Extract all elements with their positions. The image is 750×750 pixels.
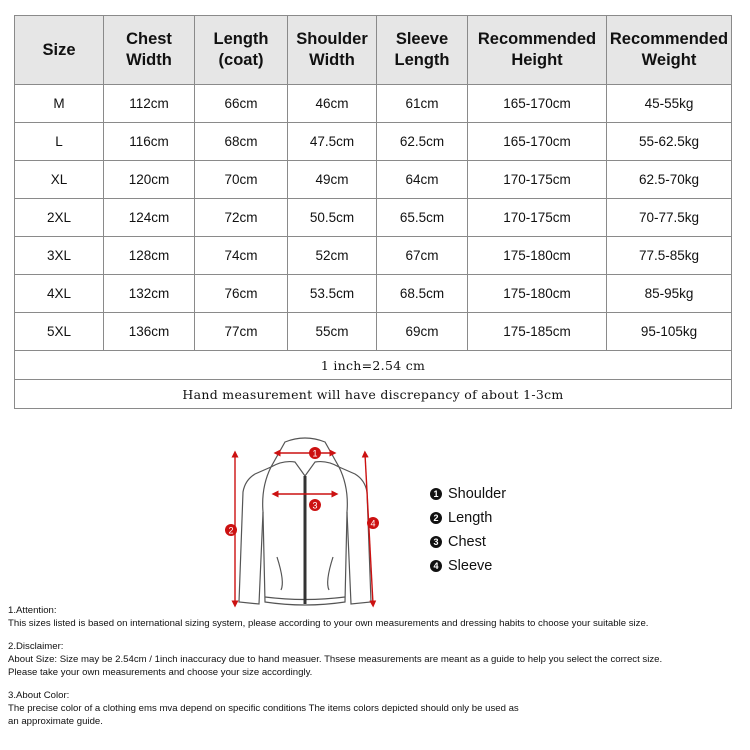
cell-length: 77cm: [195, 313, 288, 351]
legend-item-shoulder: [430, 482, 506, 506]
table-row: [15, 123, 732, 161]
legend-item-length: [430, 506, 506, 530]
svg-text:1: 1: [312, 448, 318, 459]
header-recommended-height: Recommended Height: [468, 16, 607, 85]
jacket-measurement-diagram: [215, 432, 395, 614]
cell-shoulder: 53.5cm: [288, 275, 377, 313]
cell-length: 74cm: [195, 237, 288, 275]
legend-item-chest: [430, 530, 506, 554]
table-row: [15, 275, 732, 313]
table-row: [15, 199, 732, 237]
notes-section: [8, 604, 748, 728]
cell-shoulder: 55cm: [288, 313, 377, 351]
table-row: [15, 85, 732, 123]
cell-weight: 85-95kg: [607, 275, 732, 313]
cell-length: 76cm: [195, 275, 288, 313]
sleeve-measure-line: [365, 454, 376, 604]
cell-size: M: [15, 85, 104, 123]
legend-label: Sleeve: [448, 558, 493, 574]
cell-size: 4XL: [15, 275, 104, 313]
cell-height: 175-180cm: [468, 275, 607, 313]
table-note-row: [15, 380, 732, 409]
cell-sleeve: 69cm: [377, 313, 468, 351]
disclaimer-text: About Size: Size may be 2.54cm / 1inch inaccuracy due to hand measuer. Thsese measurements are meant as a guide to help you select the correct size.: [8, 654, 663, 665]
legend-label: Length: [448, 510, 493, 526]
cell-length: 70cm: [195, 161, 288, 199]
cell-sleeve: 61cm: [377, 85, 468, 123]
cell-height: 170-175cm: [468, 199, 607, 237]
marker-4: [367, 517, 379, 529]
table-row: [15, 161, 732, 199]
svg-text:2: 2: [228, 525, 234, 536]
cell-chest: 132cm: [104, 275, 195, 313]
marker-3: [309, 499, 321, 511]
cell-height: 175-180cm: [468, 237, 607, 275]
cell-height: 165-170cm: [468, 123, 607, 161]
cell-chest: 112cm: [104, 85, 195, 123]
cell-size: 3XL: [15, 237, 104, 275]
marker-2: [225, 524, 237, 536]
cell-chest: 136cm: [104, 313, 195, 351]
cell-weight: 62.5-70kg: [607, 161, 732, 199]
header-shoulder-width: Shoulder Width: [288, 16, 377, 85]
size-table: [14, 15, 732, 409]
cell-sleeve: 67cm: [377, 237, 468, 275]
disclaimer-text: Please take your own measurements and choose your size accordingly.: [8, 667, 313, 678]
cell-shoulder: 47.5cm: [288, 123, 377, 161]
svg-text:4: 4: [370, 518, 376, 529]
cell-shoulder: 52cm: [288, 237, 377, 275]
legend-label: Shoulder: [448, 486, 507, 502]
cell-shoulder: 46cm: [288, 85, 377, 123]
measurement-legend: [430, 482, 506, 578]
cell-shoulder: 49cm: [288, 161, 377, 199]
cell-chest: 120cm: [104, 161, 195, 199]
measurement-discrepancy-note: Hand measurement will have discrepancy of about 1-3cm: [15, 380, 732, 409]
header-length: Length (coat): [195, 16, 288, 85]
color-text: The precise color of a clothing ems mva depend on specific conditions The items colors depicted should only be used as: [8, 703, 519, 714]
table-header-row: [15, 16, 732, 85]
table-row: [15, 237, 732, 275]
svg-text:3: 3: [312, 500, 318, 511]
header-recommended-weight: Recommended Weight: [607, 16, 732, 85]
marker-1: [309, 447, 321, 459]
cell-sleeve: 65.5cm: [377, 199, 468, 237]
cell-sleeve: 64cm: [377, 161, 468, 199]
inch-conversion-note: 1 inch=2.54 cm: [15, 351, 732, 380]
cell-sleeve: 62.5cm: [377, 123, 468, 161]
cell-weight: 77.5-85kg: [607, 237, 732, 275]
disclaimer-title: 2.Disclaimer:: [8, 641, 64, 652]
header-size: Size: [15, 16, 104, 85]
cell-weight: 45-55kg: [607, 85, 732, 123]
color-title: 3.About Color:: [8, 690, 70, 701]
cell-size: 2XL: [15, 199, 104, 237]
legend-item-sleeve: [430, 554, 506, 578]
header-sleeve-length: Sleeve Length: [377, 16, 468, 85]
cell-chest: 116cm: [104, 123, 195, 161]
table-row: [15, 313, 732, 351]
legend-number-badge: 4: [430, 560, 442, 572]
cell-height: 170-175cm: [468, 161, 607, 199]
cell-chest: 128cm: [104, 237, 195, 275]
color-text: an approximate guide.: [8, 716, 103, 727]
legend-number-badge: 1: [430, 488, 442, 500]
cell-height: 165-170cm: [468, 85, 607, 123]
cell-length: 66cm: [195, 85, 288, 123]
header-chest-width: Chest Width: [104, 16, 195, 85]
cell-size: 5XL: [15, 313, 104, 351]
cell-size: L: [15, 123, 104, 161]
cell-height: 175-185cm: [468, 313, 607, 351]
cell-length: 68cm: [195, 123, 288, 161]
cell-length: 72cm: [195, 199, 288, 237]
cell-weight: 70-77.5kg: [607, 199, 732, 237]
attention-title: 1.Attention:: [8, 605, 57, 616]
attention-text: This sizes listed is based on international sizing system, please according to your own measurements and dressing habits to choose your suitable size.: [8, 618, 649, 629]
legend-number-badge: 2: [430, 512, 442, 524]
cell-chest: 124cm: [104, 199, 195, 237]
legend-label: Chest: [448, 534, 486, 550]
cell-size: XL: [15, 161, 104, 199]
cell-weight: 55-62.5kg: [607, 123, 732, 161]
cell-sleeve: 68.5cm: [377, 275, 468, 313]
cell-shoulder: 50.5cm: [288, 199, 377, 237]
table-note-row: [15, 351, 732, 380]
legend-number-badge: 3: [430, 536, 442, 548]
cell-weight: 95-105kg: [607, 313, 732, 351]
